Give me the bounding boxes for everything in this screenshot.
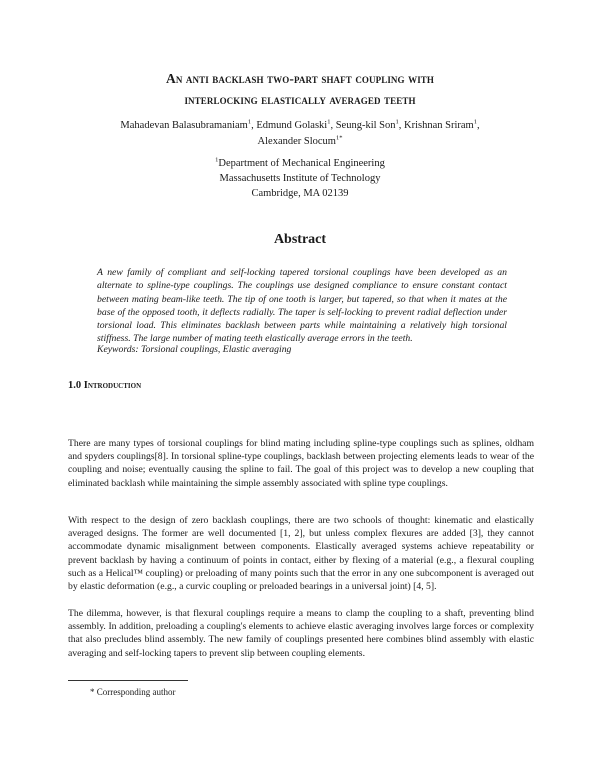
author-affiliation-mark: 1* — [335, 134, 343, 142]
author-affiliation-mark: 1 — [473, 118, 477, 126]
body-paragraph: With respect to the design of zero backlash couplings, there are two schools of thought: kinematic and elastically averaged designs. The former are well documented [1, 2], but unless complex flexures are added [3], they cannot accommodate dynamic misalignment between components. Elastically averaged systems achieve repeatability or prevent backlash by having a continuum of points in contact, either by flexing of a material (e.g., a flexural coupling such as a Helical™ coupling) or preloading of many points such that the error in any one subcomponent is averaged out by elastic deformation (e.g., a curvic coupling or preloaded bearings in a universal joint) [4, 5]. — [68, 515, 534, 593]
affiliation-mark: 1 — [215, 156, 219, 164]
author-name: Edmund Golaski — [256, 120, 328, 131]
author-separator: , — [251, 120, 257, 131]
section-heading-introduction: 1.0 Introduction — [68, 380, 142, 391]
body-paragraph: The dilemma, however, is that flexural couplings require a means to clamp the coupling to a shaft, preventing blind assembly. In addition, preloading a coupling's elements to achieve elastic averaging involves large forces or complexity that also precludes blind assembly. The new family of couplings presented here combines blind assembly with elastic averaging and self-locking tapers to prevent slip between coupling elements. — [68, 608, 534, 659]
author-name: Mahadevan Balasubramaniam — [120, 120, 248, 131]
address: Cambridge, MA 02139 — [251, 188, 349, 199]
author-affiliation-mark: 1 — [395, 118, 399, 126]
author-affiliation-mark: 1 — [247, 118, 252, 126]
footnote: * Corresponding author — [90, 687, 176, 697]
keywords: Keywords: Torsional couplings, Elastic averaging — [97, 344, 292, 355]
author-name: Alexander Slocum — [257, 136, 336, 147]
author-separator: , — [398, 120, 404, 131]
author-name: Seung-kil Son — [335, 120, 396, 131]
title-line-2: interlocking elastically averaged teeth — [184, 92, 416, 107]
author-name: Krishnan Sriram — [404, 120, 474, 131]
title-line-1: An anti backlash two-part shaft coupling with — [165, 71, 435, 86]
footnote-rule — [68, 680, 188, 681]
affiliation — [120, 156, 480, 201]
institute: Massachusetts Institute of Technology — [219, 173, 381, 184]
author-affiliation-mark: 1 — [327, 118, 331, 126]
abstract-text: A new family of compliant and self-locking tapered torsional couplings have been developed as an alternate to spline-type couplings. The couplings use designed compliance to ensure constant contact between mating beam-like teeth. The tip of one tooth is larger, but tapered, so that when it mates at the base of the opposed tooth, it deflects radially. The taper is self-locking to prevent radial deflection under torsional load. This eliminates backlash between parts while maintaining a relatively high torsional stiffness. The large number of mating teeth elastically average errors in the teeth. — [97, 267, 507, 345]
department: Department of Mechanical Engineering — [218, 158, 385, 169]
author-separator: , — [330, 120, 336, 131]
paper-title — [60, 68, 540, 110]
body-paragraph: There are many types of torsional couplings for blind mating including spline-type couplings such as splines, oldham and spyders couplings[8]. In torsional spline-type couplings, backlash between projecting elements leads to wear of the coupling and noise; eventually causing the spline to fail. The goal of this project was to develop a new coupling that eliminated backlash while maintaining the simple assembly associated with spline type couplings. — [68, 438, 534, 489]
author-separator: , — [476, 120, 480, 131]
abstract-heading: Abstract — [273, 232, 327, 247]
author-list — [80, 118, 520, 150]
